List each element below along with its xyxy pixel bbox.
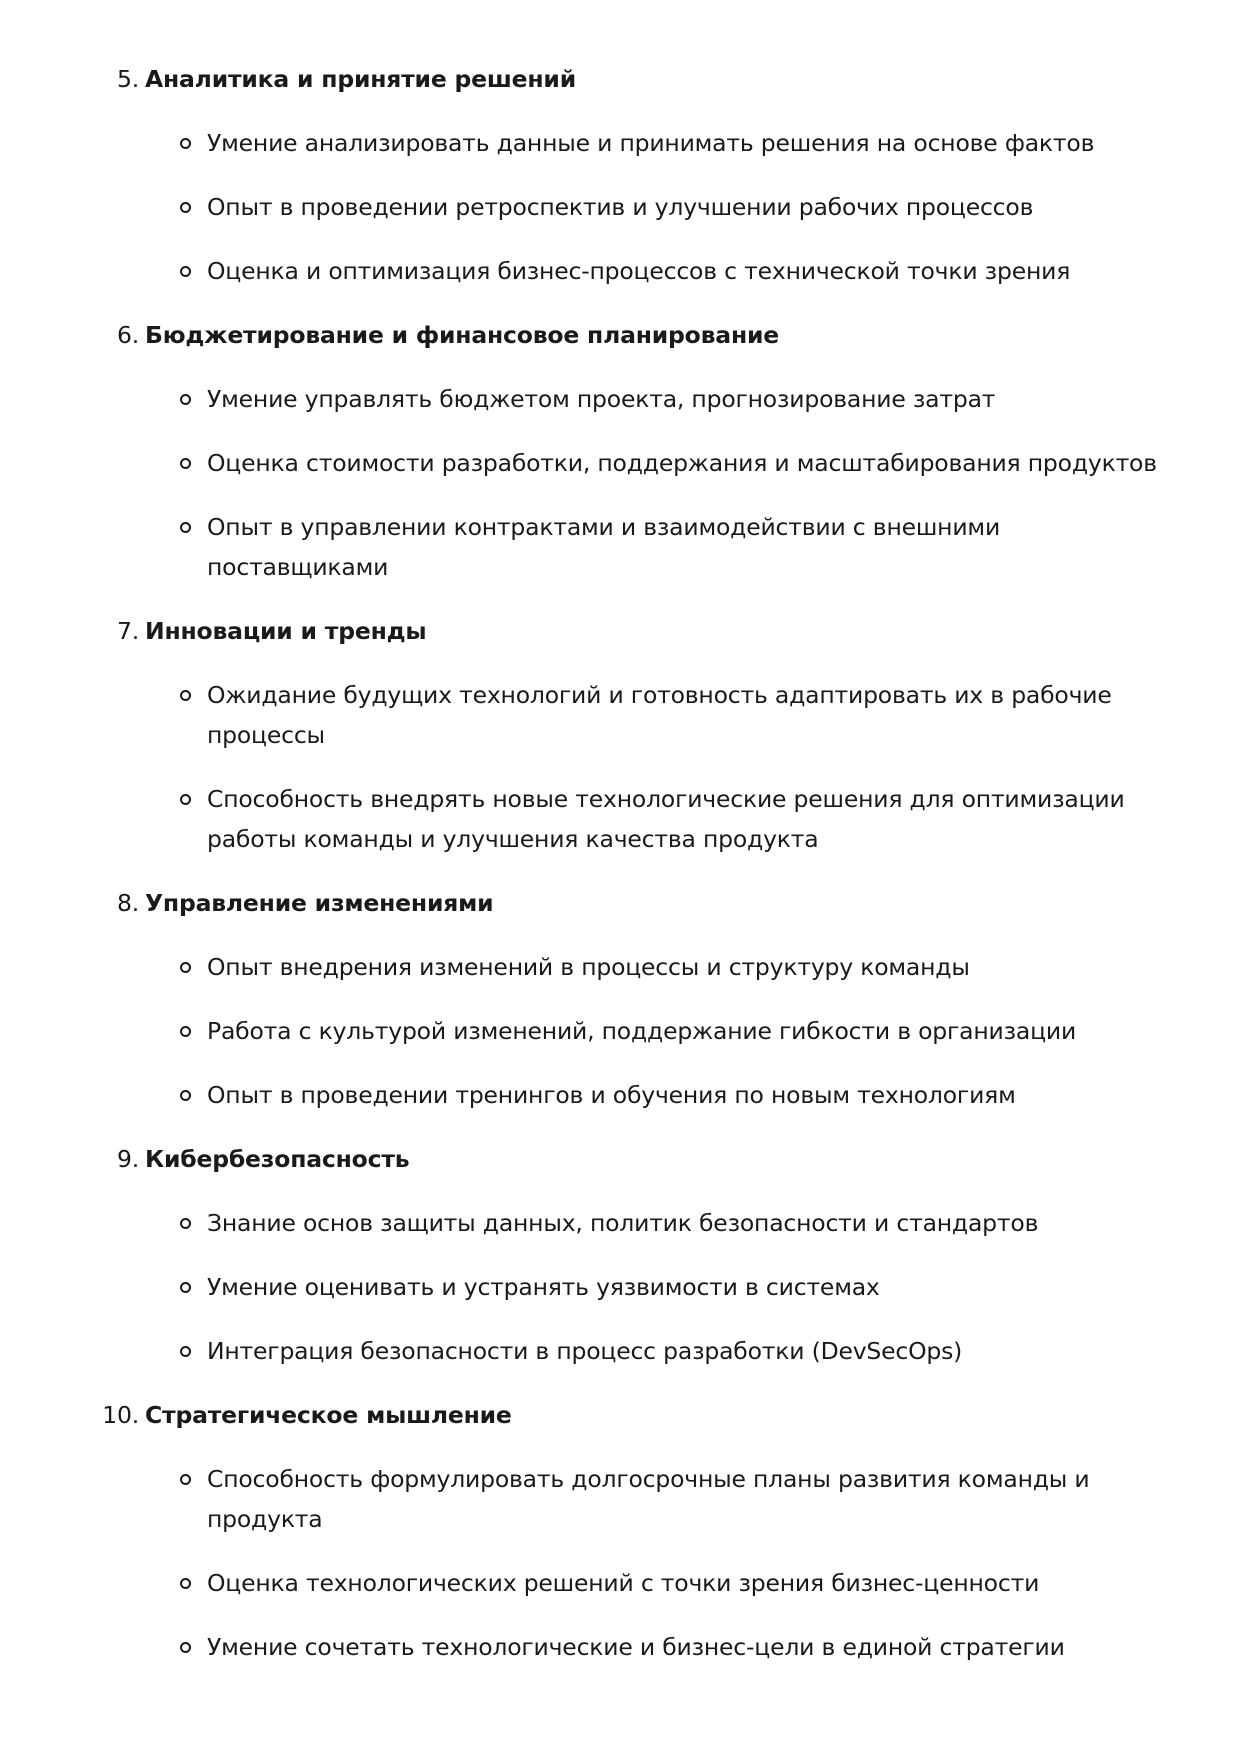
circle-bullet-icon [180,1026,191,1037]
list-item [0,1563,1167,1603]
section-heading [0,59,1239,99]
circle-bullet-icon [180,1578,191,1589]
list-item-text: Способность формулировать долгосрочные планы развития команды и продукта [207,1465,1090,1533]
list-section [0,883,1239,1115]
list-item [0,443,1167,483]
list-item-text: Опыт внедрения изменений в процессы и структуру команды [207,953,970,981]
section-number: 5. [116,65,139,93]
section-heading [0,611,1239,651]
circle-bullet-icon [180,202,191,213]
circle-bullet-icon [180,394,191,405]
circle-bullet-icon [180,1474,191,1485]
section-heading [0,1395,1239,1435]
circle-bullet-icon [180,962,191,973]
list-item [0,947,1167,987]
list-item-text: Опыт в управлении контрактами и взаимодействии с внешними поставщиками [207,513,1001,581]
section-title: Управление изменениями [145,889,494,917]
section-title: Аналитика и принятие решений [145,65,576,93]
list-section [0,1139,1239,1371]
list-item [0,675,1167,755]
list-item [0,1075,1167,1115]
list-item-text: Интеграция безопасности в процесс разработки (DevSecOps) [207,1337,963,1365]
circle-bullet-icon [180,1282,191,1293]
section-heading [0,1139,1239,1179]
list-item-text: Способность внедрять новые технологические решения для оптимизации работы команды и улучшения качества продукта [207,785,1125,853]
list-item [0,251,1167,291]
list-item [0,187,1167,227]
section-number: 10. [102,1401,139,1429]
circle-bullet-icon [180,1642,191,1653]
list-item-text: Оценка стоимости разработки, поддержания и масштабирования продуктов [207,449,1157,477]
section-heading [0,883,1239,923]
list-item [0,1203,1167,1243]
section-title: Инновации и тренды [145,617,427,645]
list-item-text: Умение сочетать технологические и бизнес-цели в единой стратегии [207,1633,1065,1661]
list-item [0,379,1167,419]
section-number: 6. [116,321,139,349]
list-item [0,507,1167,587]
list-item-text: Ожидание будущих технологий и готовность адаптировать их в рабочие процессы [207,681,1112,749]
list-item [0,1459,1167,1539]
circle-bullet-icon [180,138,191,149]
circle-bullet-icon [180,522,191,533]
circle-bullet-icon [180,1090,191,1101]
circle-bullet-icon [180,266,191,277]
circle-bullet-icon [180,690,191,701]
list-item [0,779,1167,859]
section-number: 7. [116,617,139,645]
section-number: 8. [116,889,139,917]
circle-bullet-icon [180,794,191,805]
list-item-text: Работа с культурой изменений, поддержание гибкости в организации [207,1017,1077,1045]
circle-bullet-icon [180,1346,191,1357]
section-title: Стратегическое мышление [145,1401,512,1429]
section-title: Бюджетирование и финансовое планирование [145,321,779,349]
list-section [0,1395,1239,1667]
section-title: Кибербезопасность [145,1145,410,1173]
list-item-text: Умение управлять бюджетом проекта, прогнозирование затрат [207,385,996,413]
list-item-text: Умение оценивать и устранять уязвимости в системах [207,1273,880,1301]
list-section [0,611,1239,859]
list-item-text: Оценка технологических решений с точки зрения бизнес-ценности [207,1569,1040,1597]
list-item-text: Оценка и оптимизация бизнес-процессов с технической точки зрения [207,257,1071,285]
circle-bullet-icon [180,458,191,469]
section-heading [0,315,1239,355]
list-section [0,315,1239,587]
list-item-text: Опыт в проведении ретроспектив и улучшении рабочих процессов [207,193,1034,221]
circle-bullet-icon [180,1218,191,1229]
list-item [0,123,1167,163]
list-item [0,1267,1167,1307]
section-number: 9. [116,1145,139,1173]
list-section [0,59,1239,291]
list-item [0,1011,1167,1051]
list-item-text: Опыт в проведении тренингов и обучения по новым технологиям [207,1081,1016,1109]
list-item-text: Умение анализировать данные и принимать решения на основе фактов [207,129,1095,157]
list-item [0,1627,1167,1667]
list-item-text: Знание основ защиты данных, политик безопасности и стандартов [207,1209,1039,1237]
list-item [0,1331,1167,1371]
